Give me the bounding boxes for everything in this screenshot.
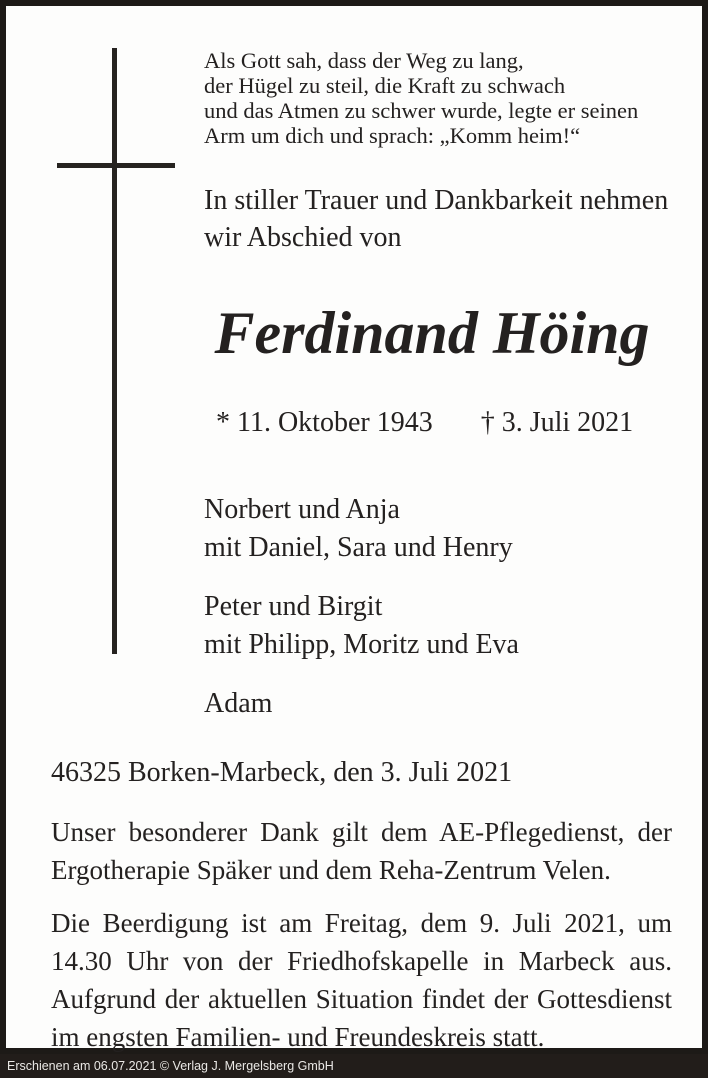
- death-date: † 3. Juli 2021: [480, 407, 634, 438]
- intro-line: wir Abschied von: [204, 222, 402, 253]
- birth-date: * 11. Oktober 1943: [216, 407, 433, 438]
- verse-line: Arm um dich und sprach: „Komm heim!“: [204, 123, 581, 148]
- place-and-date: 46325 Borken-Marbeck, den 3. Juli 2021: [51, 757, 513, 788]
- publisher-footer-text: Erschienen am 06.07.2021 © Verlag J. Mergelsberg GmbH: [7, 1059, 334, 1073]
- mourner-line: Adam: [204, 688, 273, 719]
- funeral-info-paragraph: Die Beerdigung ist am Freitag, dem 9. Juli 2021, um 14.30 Uhr von der Friedhofskapelle in Marbeck aus. Aufgrund der aktuellen Situation findet der Gottesdienst im engsten Familien- und Freundeskreis statt.: [51, 908, 672, 1052]
- mourner-group: [204, 491, 519, 567]
- thanks-paragraph: Unser besonderer Dank gilt dem AE-Pflegedienst, der Ergotherapie Späker und dem Reha-Zentrum Velen.: [51, 817, 672, 885]
- mourner-line: Peter und Birgit: [204, 591, 383, 622]
- mourning-intro: [204, 182, 668, 256]
- memorial-cross-icon: [57, 163, 175, 168]
- mourner-line: Norbert und Anja: [204, 494, 400, 525]
- verse-line: und das Atmen zu schwer wurde, legte er seinen: [204, 98, 639, 123]
- life-dates: [216, 407, 633, 439]
- intro-line: In stiller Trauer und Dankbarkeit nehmen: [204, 185, 669, 216]
- mourner-line: mit Daniel, Sara und Henry: [204, 532, 513, 563]
- verse-line: Als Gott sah, dass der Weg zu lang,: [204, 48, 524, 73]
- deceased-name: Ferdinand Höing: [214, 300, 650, 366]
- mourners-list: [204, 491, 519, 744]
- memorial-verse: [204, 48, 638, 148]
- publisher-footer-bar: [0, 1054, 708, 1078]
- mourner-line: mit Philipp, Moritz und Eva: [204, 629, 519, 660]
- memorial-cross-icon: [112, 48, 117, 654]
- verse-line: der Hügel zu steil, die Kraft zu schwach: [204, 73, 566, 98]
- mourner-group: [204, 588, 519, 664]
- mourner-group: [204, 685, 519, 723]
